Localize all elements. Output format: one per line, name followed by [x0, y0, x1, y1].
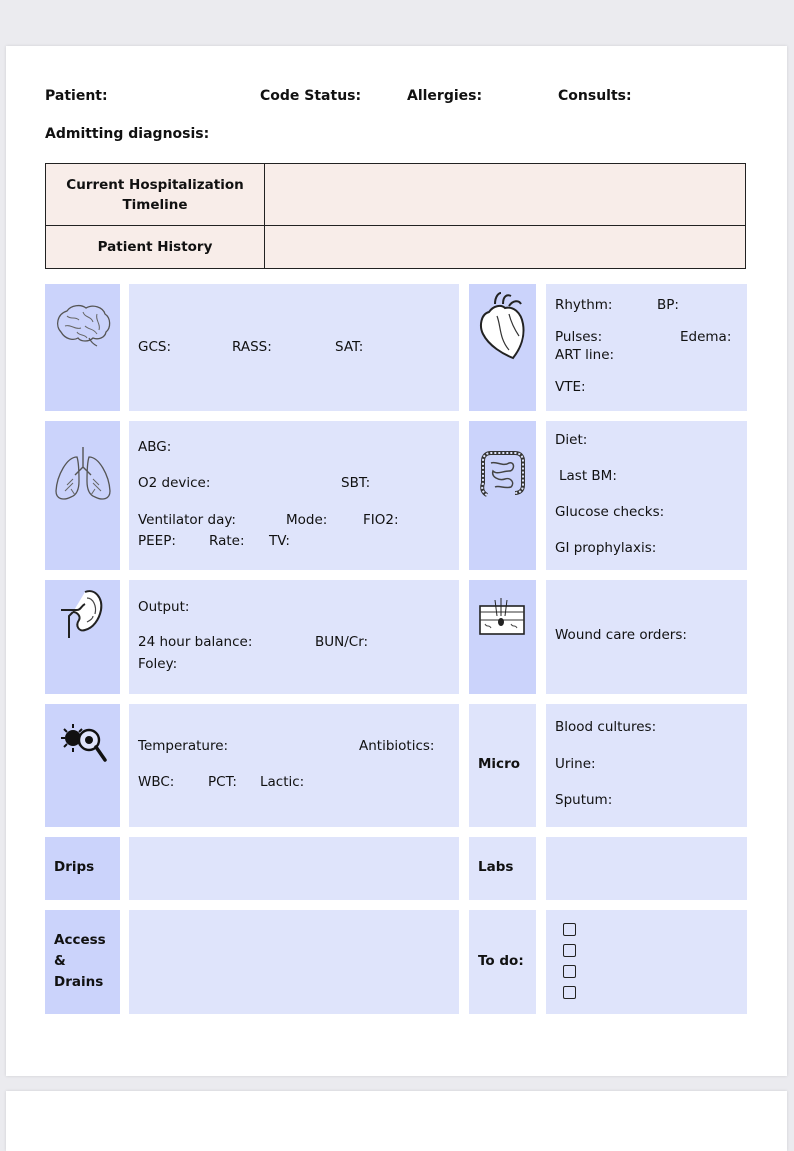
timeline-field[interactable] [265, 164, 745, 225]
gi-prophylaxis-label: GI prophylaxis: [555, 540, 657, 556]
drains-label: Drains [54, 974, 104, 990]
gi-icon-cell [469, 421, 536, 570]
todo-checkbox[interactable] [563, 965, 576, 978]
gi-box[interactable] [546, 421, 747, 570]
rate-label: Rate: [209, 533, 245, 549]
patient-history-field[interactable] [265, 226, 745, 268]
todo-checkbox[interactable] [563, 923, 576, 936]
labs-box[interactable] [546, 837, 747, 900]
urine-label: Urine: [555, 756, 596, 772]
edema-label: Edema: [680, 329, 732, 345]
heart-icon [475, 290, 529, 362]
intestines-icon [477, 449, 529, 499]
todo-box [546, 910, 747, 1014]
peep-label: PEEP: [138, 533, 176, 549]
ventilator-day-label: Ventilator day: [138, 512, 236, 528]
glucose-checks-label: Glucose checks: [555, 504, 665, 520]
sbt-label: SBT: [341, 475, 371, 491]
labs-label-cell [469, 837, 536, 900]
access-label: Access [54, 932, 106, 948]
todo-checkbox[interactable] [563, 944, 576, 957]
pct-label: PCT: [208, 774, 237, 790]
drips-label-cell [45, 837, 120, 900]
lactic-label: Lactic: [260, 774, 305, 790]
infection-box[interactable] [129, 704, 459, 827]
fio2-label: FIO2: [363, 512, 399, 528]
gcs-label: GCS: [138, 339, 172, 355]
wbc-label: WBC: [138, 774, 175, 790]
antibiotics-label: Antibiotics: [359, 738, 435, 754]
todo-checkbox[interactable] [563, 986, 576, 999]
brain-icon [53, 302, 113, 348]
allergies-label: Allergies: [407, 88, 483, 104]
renal-box[interactable] [129, 580, 459, 694]
sputum-label: Sputum: [555, 792, 613, 808]
skin-box[interactable] [546, 580, 747, 694]
drips-label: Drips [54, 859, 95, 875]
admitting-diagnosis-label: Admitting diagnosis: [45, 126, 210, 142]
next-page [6, 1091, 787, 1151]
worksheet-page [6, 46, 787, 1076]
bun-cr-label: BUN/Cr: [315, 634, 369, 650]
temperature-label: Temperature: [138, 738, 229, 754]
vte-label: VTE: [555, 379, 586, 395]
last-bm-label: Last BM: [559, 468, 617, 484]
access-drains-box[interactable] [129, 910, 459, 1014]
bp-label: BP: [657, 297, 679, 313]
blood-cultures-label: Blood cultures: [555, 719, 657, 735]
todo-label-cell [469, 910, 536, 1014]
ampersand-label: & [54, 953, 66, 969]
infection-icon-cell [45, 704, 120, 827]
lungs-icon [53, 445, 113, 505]
patient-history-label: Patient History [46, 226, 265, 268]
skin-icon-cell [469, 580, 536, 694]
cardiac-box[interactable] [546, 284, 747, 411]
labs-label: Labs [478, 859, 514, 875]
access-drains-label-cell [45, 910, 120, 1014]
wound-care-label: Wound care orders: [555, 627, 687, 643]
timeline-row [45, 163, 746, 226]
art-line-label: ART line: [555, 347, 615, 363]
micro-label: Micro [478, 756, 520, 772]
diet-label: Diet: [555, 432, 588, 448]
respiratory-box[interactable] [129, 421, 459, 570]
mode-label: Mode: [286, 512, 328, 528]
output-label: Output: [138, 599, 190, 615]
tv-label: TV: [269, 533, 290, 549]
sat-label: SAT: [335, 339, 364, 355]
micro-label-cell [469, 704, 536, 827]
consults-label: Consults: [558, 88, 632, 104]
micro-box[interactable] [546, 704, 747, 827]
patient-label: Patient: [45, 88, 108, 104]
pulses-label: Pulses: [555, 329, 603, 345]
renal-icon-cell [45, 580, 120, 694]
respiratory-icon-cell [45, 421, 120, 570]
abg-label: ABG: [138, 439, 172, 455]
neuro-icon-cell [45, 284, 120, 411]
patient-history-row [45, 225, 746, 269]
skin-icon [477, 598, 527, 638]
rhythm-label: Rhythm: [555, 297, 613, 313]
rass-label: RASS: [232, 339, 272, 355]
o2-device-label: O2 device: [138, 475, 211, 491]
neuro-box[interactable] [129, 284, 459, 411]
todo-label: To do: [478, 953, 524, 969]
cardiac-icon-cell [469, 284, 536, 411]
kidney-icon [59, 586, 105, 640]
timeline-label: Current Hospitalization Timeline [46, 164, 265, 225]
drips-box[interactable] [129, 837, 459, 900]
foley-label: Foley: [138, 656, 178, 672]
balance-label: 24 hour balance: [138, 634, 253, 650]
code-status-label: Code Status: [260, 88, 362, 104]
microbe-magnifier-icon [59, 720, 109, 766]
